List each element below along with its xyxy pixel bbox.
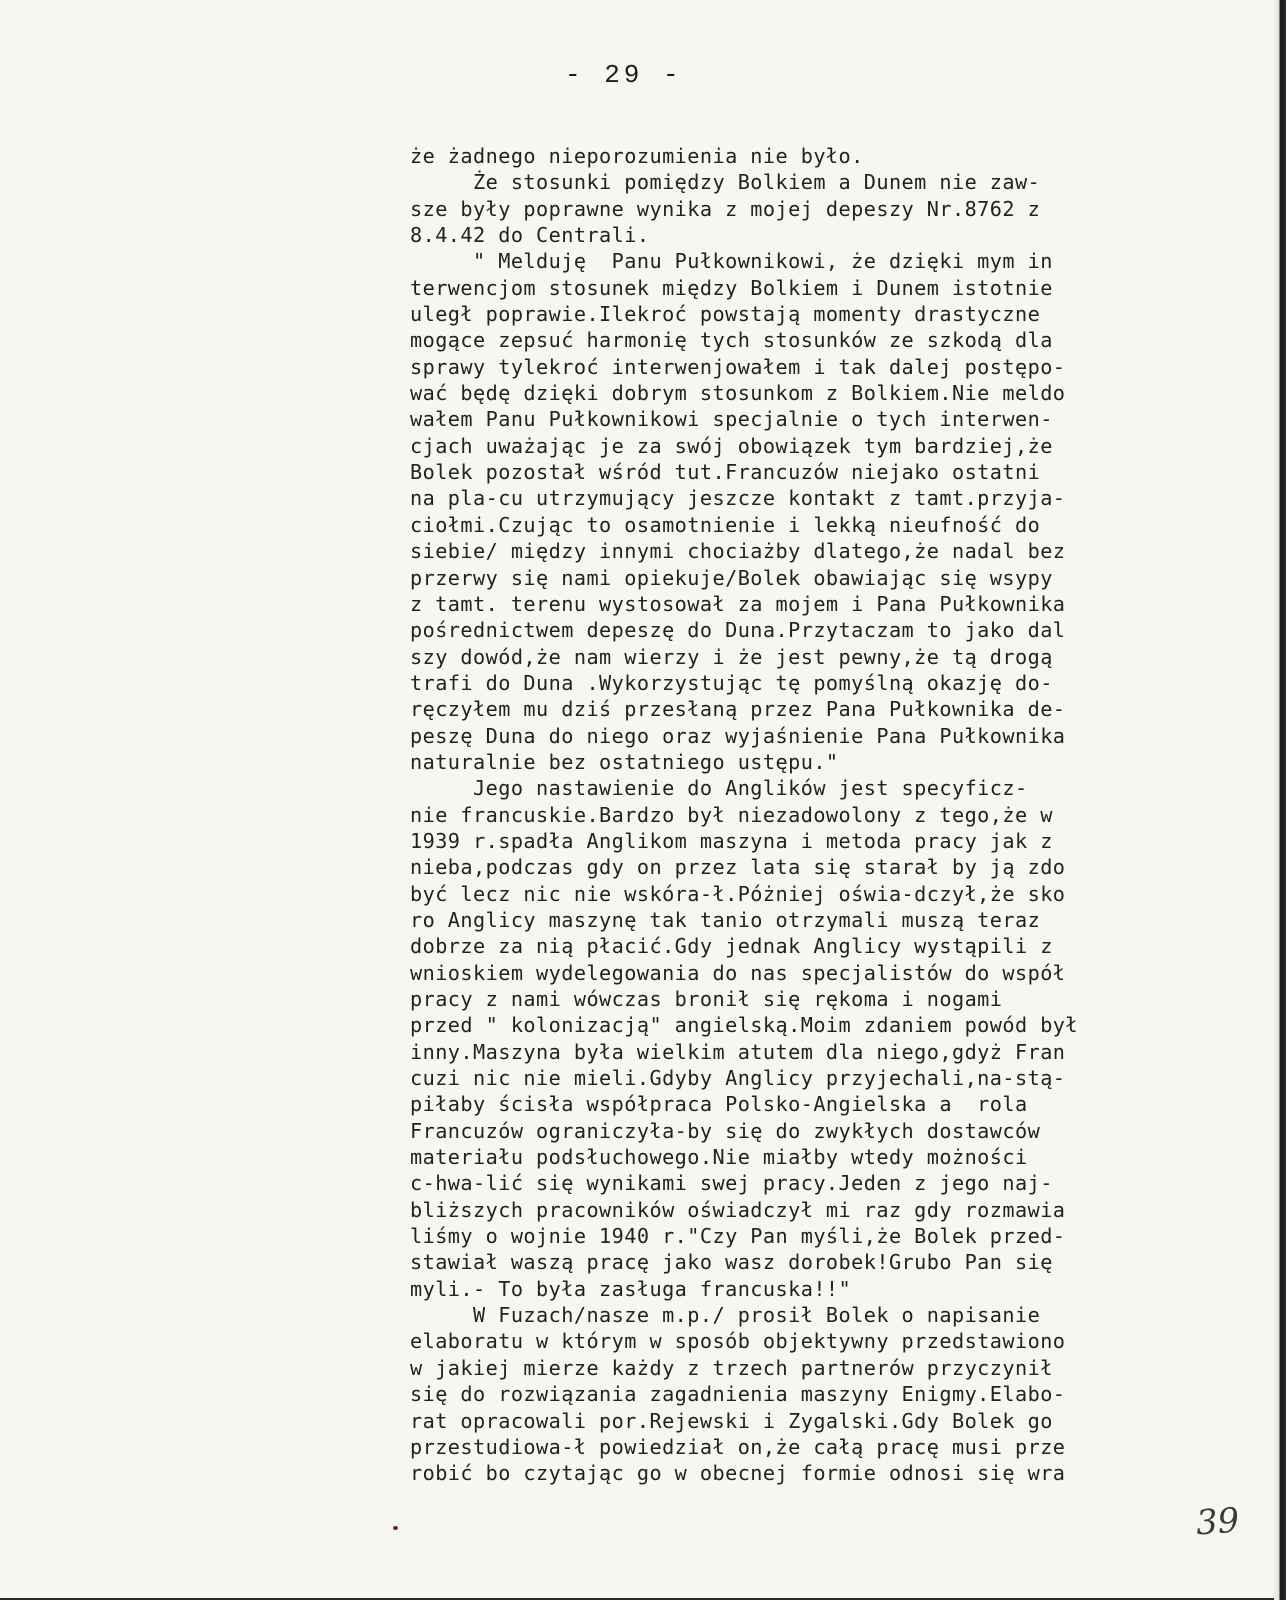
text-line: liśmy o wojnie 1940 r."Czy Pan myśli,że Bolek przed-	[410, 1224, 1066, 1249]
text-line: ciołmi.Czując to osamotnienie i lekką nieufność do	[410, 512, 1041, 537]
text-line: trafi do Duna .Wykorzystując tę pomyślną okazję do-	[410, 670, 1053, 695]
text-line: peszę Duna do niego oraz wyjaśnienie Pana Pułkownika	[410, 723, 1066, 748]
text-line: piłaby ścisła współpraca Polsko-Angielska a rola	[410, 1092, 1028, 1117]
text-line: inny.Maszyna była wielkim atutem dla niego,gdyż Fran	[410, 1039, 1066, 1064]
text-line: mogące zepsuć harmonię tych stosunków ze szkodą dla	[410, 328, 1053, 353]
text-line: wnioskiem wydelegowania do nas specjalistów do współ	[410, 960, 1066, 985]
text-line: " Melduję Panu Pułkownikowi, że dzięki mym in	[410, 249, 1053, 274]
text-line: się do rozwiązania zagadnienia maszyny Enigmy.Elabo-	[410, 1382, 1066, 1407]
text-line: wać będę dzięki dobrym stosunkom z Bolkiem.Nie meldo	[410, 381, 1066, 406]
text-line: c-hwa-lić się wynikami swej pracy.Jeden z jego naj-	[410, 1171, 1053, 1196]
text-line: Bolek pozostał wśród tut.Francuzów niejako ostatni	[410, 460, 1041, 485]
ink-dot	[393, 1526, 398, 1530]
text-line: Jego nastawienie do Anglików jest specyficz-	[410, 776, 1028, 801]
text-line: elaboratu w którym w sposób objektywny przedstawiono	[410, 1329, 1066, 1354]
text-line: ręczyłem mu dziś przesłaną przez Pana Pułkownika de-	[410, 697, 1066, 722]
text-line: przed " kolonizacją" angielską.Moim zdaniem powód był	[410, 1013, 1079, 1038]
text-line: terwencjom stosunek między Bolkiem i Dunem istotnie	[410, 275, 1053, 300]
page-edge	[1274, 0, 1284, 1600]
text-line: dobrze za nią płacić.Gdy jednak Anglicy wystąpili z	[410, 934, 1053, 959]
handwritten-page-number: 39	[1194, 1500, 1241, 1544]
text-line: z tamt. terenu wystosował za mojem i Pana Pułkownika	[410, 591, 1066, 616]
text-line: szy dowód,że nam wierzy i że jest pewny,że tą drogą	[410, 644, 1053, 669]
text-line: nie francuskie.Bardzo był niezadowolony z tego,że w	[410, 802, 1053, 827]
text-line: Że stosunki pomiędzy Bolkiem a Dunem nie zaw-	[410, 170, 1041, 195]
text-line: W Fuzach/nasze m.p./ prosił Bolek o napisanie	[410, 1303, 1041, 1328]
text-line: 8.4.42 do Centrali.	[410, 223, 650, 248]
text-line: naturalnie bez ostatniego ustępu."	[410, 749, 839, 774]
text-line: sprawy tylekroć interwenjowałem i tak dalej postępo-	[410, 354, 1066, 379]
typewritten-body	[410, 143, 1240, 1487]
text-line: że żadnego nieporozumienia nie było.	[410, 144, 864, 168]
text-line: myli.- To była zasługa francuska!!"	[410, 1276, 852, 1301]
text-line: w jakiej mierze każdy z trzech partnerów przyczynił	[410, 1355, 1053, 1380]
text-line: ro Anglicy maszynę tak tanio otrzymali muszą teraz	[410, 907, 1041, 932]
text-line: uległ poprawie.Ilekroć powstają momenty drastyczne	[410, 302, 1041, 327]
text-line: sze były poprawne wynika z mojej depeszy Nr.8762 z	[410, 196, 1041, 221]
text-line: 1939 r.spadła Anglikom maszyna i metoda pracy jak z	[410, 828, 1053, 853]
text-line: rat opracowali por.Rejewski i Zygalski.Gdy Bolek go	[410, 1408, 1053, 1433]
text-line: przerwy się nami opiekuje/Bolek obawiając się wsypy	[410, 565, 1053, 590]
text-line: bliższych pracowników oświadczył mi raz gdy rozmawia	[410, 1197, 1066, 1222]
text-line: robić bo czytając go w obecnej formie odnosi się wra	[410, 1461, 1066, 1486]
page-number: - 29 -	[565, 60, 683, 90]
text-line: siebie/ między innymi chociażby dlatego,że nadal bez	[410, 539, 1066, 564]
text-line: wałem Panu Pułkownikowi specjalnie o tych interwen-	[410, 407, 1053, 432]
text-line: przestudiowa-ł powiedział on,że całą pracę musi prze	[410, 1434, 1066, 1459]
text-line: cjach uważając je za swój obowiązek tym bardziej,że	[410, 433, 1053, 458]
text-line: być lecz nic nie wskóra-ł.Póżniej oświa-dczył,że sko	[410, 881, 1066, 906]
text-line: stawiał waszą pracę jako wasz dorobek!Grubo Pan się	[410, 1250, 1053, 1275]
text-line: pracy z nami wówczas bronił się rękoma i nogami	[410, 987, 1003, 1011]
text-line: nieba,podczas gdy on przez lata się starał by ją zdo	[410, 855, 1066, 880]
text-line: cuzi nic nie mieli.Gdyby Anglicy przyjechali,na-stą-	[410, 1066, 1066, 1091]
text-line: pośrednictwem depeszę do Duna.Przytaczam to jako dal	[410, 618, 1066, 643]
text-line: Francuzów ograniczyła-by się do zwykłych dostawców	[410, 1118, 1041, 1143]
text-line: na pla-cu utrzymujący jeszcze kontakt z tamt.przyja-	[410, 486, 1066, 511]
text-line: materiału podsłuchowego.Nie miałby wtedy możności	[410, 1145, 1028, 1170]
